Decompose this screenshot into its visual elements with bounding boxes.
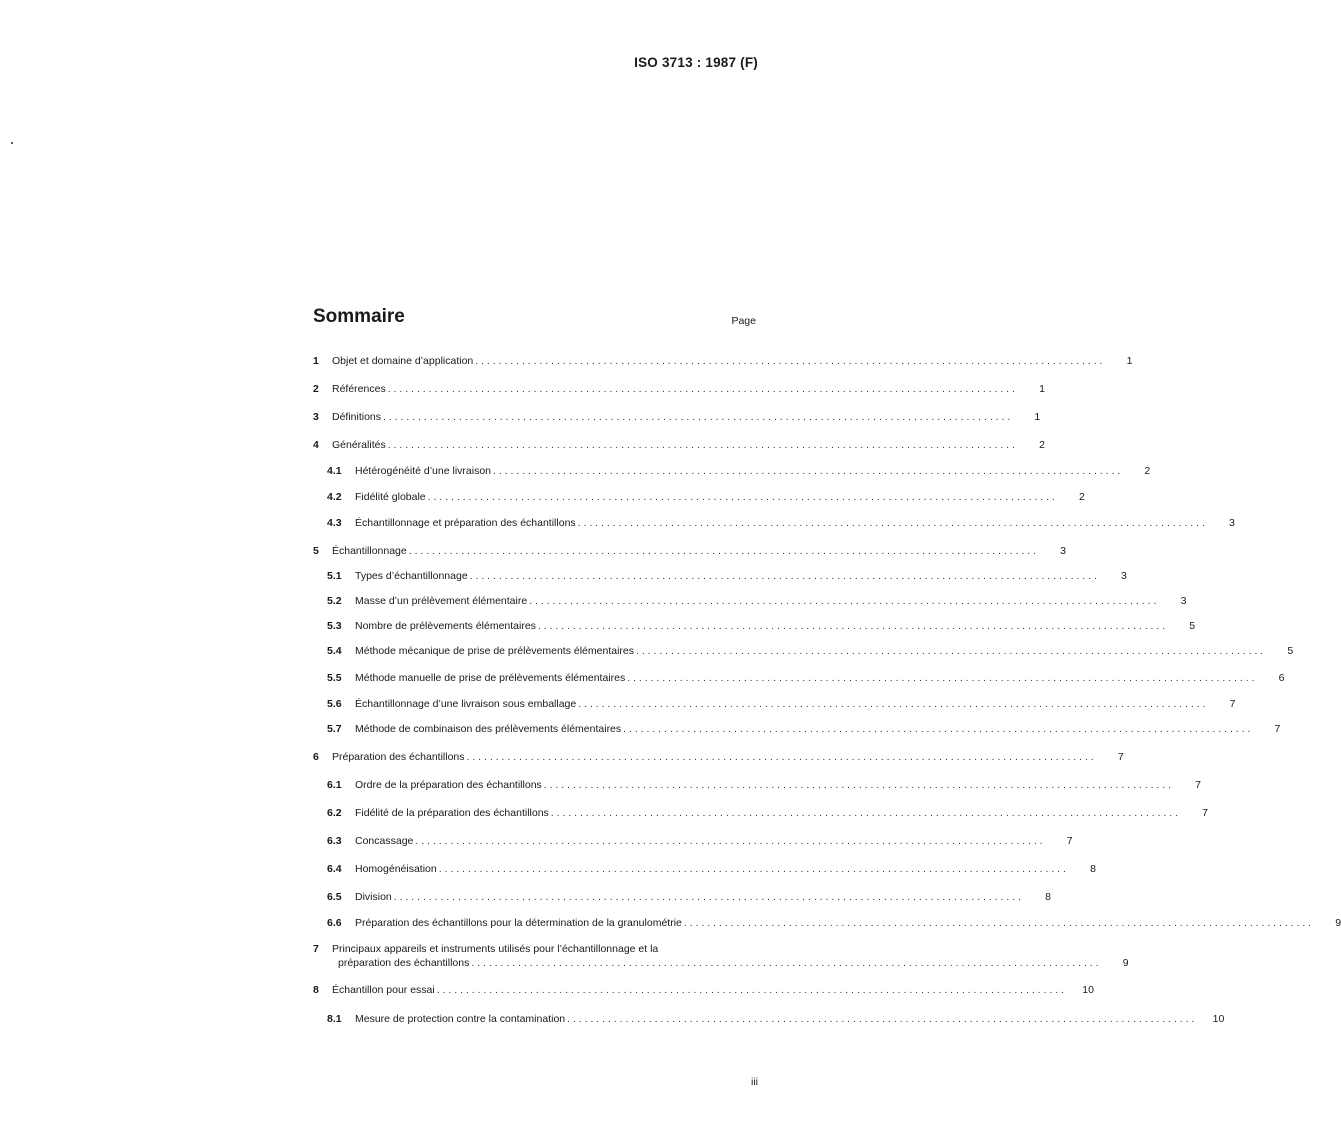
toc-entry-number: 6.5 — [327, 891, 342, 903]
toc-entry-page: 7 — [1195, 779, 1201, 791]
toc-entry-label: Principaux appareils et instruments utilisés pour l’échantillonnage et la — [332, 943, 659, 955]
toc-entry-label: Préparation des échantillons — [332, 751, 465, 763]
toc-entry[interactable] — [313, 438, 1045, 452]
toc-entry[interactable] — [313, 544, 1066, 558]
toc-entry-number: 3 — [313, 411, 319, 423]
toc-entry-label-continued: préparation des échantillons — [338, 957, 470, 969]
toc-entry-number: 5.4 — [327, 645, 342, 657]
toc-entry-label: Échantillonnage et préparation des échantillons — [355, 517, 576, 529]
toc-entry-number: 6.6 — [327, 917, 342, 929]
toc-entry-page: 9 — [1335, 917, 1341, 929]
toc-entry[interactable] — [313, 916, 1341, 930]
toc-entry[interactable] — [313, 382, 1045, 396]
toc-entry-page: 1 — [1126, 355, 1133, 367]
toc-entry-label: Masse d’un prélèvement élémentaire — [355, 595, 528, 607]
toc-entry-label: Échantillon pour essai — [332, 984, 435, 996]
toc-entry-label: Définitions — [332, 411, 382, 423]
toc-entry-label: Préparation des échantillons pour la détermination de la granulométrie — [355, 917, 682, 929]
toc-entry-page: 5 — [1287, 645, 1294, 657]
toc-title: Sommaire — [313, 306, 405, 327]
toc-entry-number: 6.4 — [327, 863, 342, 875]
dot-leader — [551, 806, 1178, 820]
toc-entry-number: 8 — [313, 984, 319, 996]
toc-entry-label: Hétérogénéité d’une livraison — [355, 465, 492, 477]
toc-entry-page: 3 — [1121, 570, 1127, 582]
toc-entry-page: 10 — [1082, 984, 1094, 996]
dot-leader — [538, 619, 1165, 633]
toc-entry-page: 8 — [1090, 863, 1096, 875]
toc-entry[interactable] — [313, 697, 1236, 711]
toc-entry-page: 7 — [1066, 835, 1073, 847]
toc-entry-page: 10 — [1212, 1013, 1225, 1025]
toc-entry[interactable] — [313, 890, 1051, 904]
dot-leader — [428, 490, 1055, 504]
dot-leader — [684, 916, 1311, 930]
scan-speck — [11, 142, 13, 144]
dot-leader — [475, 354, 1102, 368]
toc-entry-label: Objet et domaine d’application — [332, 355, 474, 367]
dot-leader — [623, 722, 1250, 736]
toc-entry-page: 9 — [1122, 957, 1129, 969]
dot-leader — [493, 464, 1120, 478]
toc-entry-number: 7 — [313, 943, 319, 955]
dot-leader — [529, 594, 1156, 608]
standard-reference: ISO 3713 : 1987 (F) — [634, 55, 758, 70]
toc-entry[interactable] — [313, 806, 1209, 820]
toc-entry[interactable] — [313, 644, 1294, 658]
toc-entry-label: Fidélité de la préparation des échantillons — [355, 807, 549, 819]
toc-entry-page: 3 — [1229, 517, 1235, 529]
toc-entry-number: 5.2 — [327, 595, 342, 607]
toc-entry-label: Échantillonnage — [332, 545, 407, 557]
toc-entry-page: 7 — [1117, 751, 1124, 763]
toc-entry[interactable] — [313, 983, 1094, 997]
toc-list — [313, 350, 1341, 1026]
toc-entry-label: Nombre de prélèvements élémentaires — [355, 620, 536, 632]
toc-entry-number: 6.3 — [327, 835, 342, 847]
toc-entry-label: Division — [355, 891, 392, 903]
toc-entry-page: 3 — [1180, 595, 1187, 607]
toc-entry-page: 2 — [1039, 439, 1045, 451]
dot-leader — [439, 862, 1066, 876]
toc-entry-number: 4.1 — [327, 465, 342, 477]
toc-entry-number: 4.3 — [327, 517, 342, 529]
toc-entry[interactable] — [313, 671, 1285, 685]
toc-entry[interactable] — [313, 490, 1085, 504]
toc-entry-number: 5.6 — [327, 698, 342, 710]
toc-entry[interactable] — [313, 594, 1187, 608]
toc-entry-label: Concassage — [355, 835, 414, 847]
toc-entry-label: Mesure de protection contre la contamination — [355, 1013, 566, 1025]
toc-entry-number: 4.2 — [327, 491, 342, 503]
toc-entry-page: 1 — [1034, 411, 1041, 423]
dot-leader — [394, 890, 1021, 904]
toc-entry-number: 5.1 — [327, 570, 342, 582]
toc-entry-page: 7 — [1229, 698, 1236, 710]
toc-entry-number: 8.1 — [327, 1013, 342, 1025]
toc-entry-number: 1 — [313, 355, 319, 367]
toc-entry-number: 5.5 — [327, 672, 342, 684]
toc-entry-page: 7 — [1274, 723, 1281, 735]
dot-leader — [578, 516, 1205, 530]
toc-entry[interactable] — [313, 516, 1235, 530]
dot-leader — [636, 644, 1263, 658]
toc-entry[interactable] — [313, 354, 1133, 368]
toc-entry[interactable] — [313, 834, 1073, 848]
dot-leader — [567, 1012, 1194, 1026]
toc-entry-label: Ordre de la préparation des échantillons — [355, 779, 542, 791]
footer-page-number: iii — [751, 1076, 758, 1088]
toc-entry[interactable] — [313, 464, 1151, 478]
toc-entry-label: Méthode de combinaison des prélèvements élémentaires — [355, 723, 622, 735]
toc-entry[interactable] — [313, 1012, 1225, 1026]
toc-entry-number: 2 — [313, 383, 319, 395]
dot-leader — [627, 671, 1254, 685]
dot-leader — [383, 410, 1010, 424]
dot-leader — [388, 382, 1015, 396]
toc-entry[interactable] — [313, 619, 1196, 633]
toc-entry-number: 6 — [313, 751, 319, 763]
toc-entry[interactable] — [313, 942, 1129, 970]
toc-entry-page: 7 — [1202, 807, 1209, 819]
toc-entry-label: Homogénéisation — [355, 863, 437, 875]
toc-entry-label: Échantillonnage d’une livraison sous emballage — [355, 698, 577, 710]
toc-entry-label: Méthode mécanique de prise de prélèvements élémentaires — [355, 645, 634, 657]
dot-leader — [415, 834, 1042, 848]
toc-entry-page: 8 — [1045, 891, 1051, 903]
toc-entry-number: 4 — [313, 439, 319, 451]
toc-entry-page: 2 — [1079, 491, 1085, 503]
toc-entry-number: 6.1 — [327, 779, 342, 791]
dot-leader — [544, 778, 1171, 792]
toc-entry-number: 6.2 — [327, 807, 342, 819]
dot-leader — [437, 983, 1064, 997]
dot-leader — [471, 956, 1098, 970]
toc-entry-label: Types d’échantillonnage — [355, 570, 468, 582]
toc-entry-page: 3 — [1060, 545, 1066, 557]
dot-leader — [467, 750, 1094, 764]
toc-entry-number: 5.3 — [327, 620, 342, 632]
toc-entry-page: 6 — [1278, 672, 1285, 684]
toc-entry-label: Méthode manuelle de prise de prélèvements élémentaires — [355, 672, 626, 684]
page-column-label: Page — [731, 315, 756, 327]
toc-entry-number: 5 — [313, 545, 319, 557]
toc-entry-number: 5.7 — [327, 723, 342, 735]
toc-entry-page: 2 — [1144, 465, 1151, 477]
toc-entry-page: 5 — [1189, 620, 1196, 632]
toc-entry-label: Fidélité globale — [355, 491, 426, 503]
toc-entry[interactable] — [313, 569, 1127, 583]
toc-entry[interactable] — [313, 410, 1041, 424]
dot-leader — [388, 438, 1015, 452]
toc-entry-label: Références — [332, 383, 386, 395]
toc-entry[interactable] — [313, 778, 1201, 792]
toc-entry[interactable] — [313, 862, 1096, 876]
dot-leader — [470, 569, 1097, 583]
toc-entry-label: Généralités — [332, 439, 386, 451]
dot-leader — [409, 544, 1036, 558]
toc-entry[interactable] — [313, 750, 1124, 764]
toc-entry[interactable] — [313, 722, 1281, 736]
toc-entry-page: 1 — [1039, 383, 1045, 395]
dot-leader — [578, 697, 1205, 711]
